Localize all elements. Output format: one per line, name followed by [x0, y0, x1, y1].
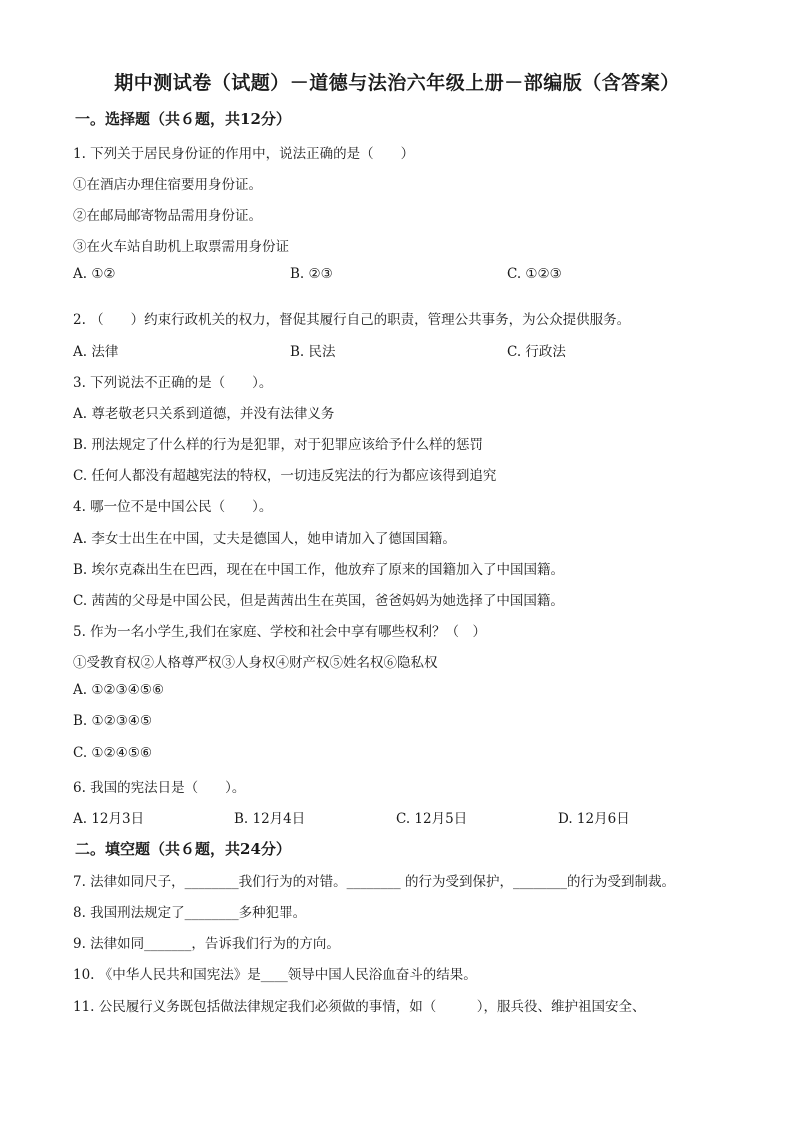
- question-3-option-b: B. 刑法规定了什么样的行为是犯罪，对于犯罪应该给予什么样的惩罚: [73, 437, 484, 453]
- question-1-statement-3: ③在火车站自助机上取票需用身份证: [73, 239, 289, 255]
- question-4-option-c: C. 茜茜的父母是中国公民，但是茜茜出生在英国，爸爸妈妈为她选择了中国国籍。: [73, 593, 564, 609]
- question-8: 8. 我国刑法规定了________多种犯罪。: [73, 905, 307, 921]
- question-5-option-b: B. ①②③④⑤: [73, 713, 153, 729]
- question-3-stem: 3. 下列说法不正确的是（ ）。: [73, 375, 273, 391]
- question-6-option-a: A. 12月3日: [73, 811, 145, 827]
- question-5-stem: 5. 作为一名小学生,我们在家庭、学校和社会中享有哪些权利？（ ）: [73, 624, 486, 640]
- question-11: 11. 公民履行义务既包括做法律规定我们必须做的事情，如（ ），服兵役、维护祖国安全、: [73, 999, 646, 1015]
- question-1-statement-1: ①在酒店办理住宿要用身份证。: [73, 177, 262, 193]
- question-4-option-b: B. 埃尔克森出生在巴西，现在在中国工作，他放弃了原来的国籍加入了中国国籍。: [73, 562, 565, 578]
- question-1-option-c: C. ①②③: [507, 266, 562, 282]
- question-5-rights-list: ①受教育权②人格尊严权③人身权④财产权⑤姓名权⑥隐私权: [73, 655, 438, 671]
- question-3-option-c: C. 任何人都没有超越宪法的特权，一切违反宪法的行为都应该得到追究: [73, 468, 497, 484]
- question-1-option-a: A. ①②: [73, 266, 116, 282]
- question-6-option-b: B. 12月4日: [234, 811, 306, 827]
- question-1-statement-2: ②在邮局邮寄物品需用身份证。: [73, 208, 262, 224]
- question-6-option-d: D. 12月6日: [558, 811, 630, 827]
- question-2-option-b: B. 民法: [290, 344, 336, 360]
- question-5-option-c: C. ①②④⑤⑥: [73, 745, 152, 761]
- question-10: 10. 《中华人民共和国宪法》是____领导中国人民浴血奋斗的结果。: [73, 967, 477, 983]
- section-heading-fill: 二。填空题（共６题，共24分）: [75, 840, 291, 858]
- question-1-option-b: B. ②③: [290, 266, 333, 282]
- question-3-option-a: A. 尊老敬老只关系到道德，并没有法律义务: [73, 406, 335, 422]
- question-2-stem: 2. （ ）约束行政机关的权力，督促其履行自己的职责，管理公共事务，为公众提供服务。: [73, 312, 631, 328]
- question-6-stem: 6. 我国的宪法日是（ ）。: [73, 780, 246, 796]
- document-title: 期中测试卷（试题）－道德与法治六年级上册－部编版（含答案）: [114, 72, 680, 94]
- question-2-option-a: A. 法律: [73, 344, 119, 360]
- question-2-option-c: C. 行政法: [507, 344, 566, 360]
- question-4-stem: 4. 哪一位不是中国公民（ ）。: [73, 499, 273, 515]
- section-heading-choice: 一。选择题（共６题，共12分）: [75, 110, 291, 128]
- question-9: 9. 法律如同_______，告诉我们行为的方向。: [73, 936, 340, 952]
- question-6-option-c: C. 12月5日: [396, 811, 468, 827]
- question-1-stem: 1. 下列关于居民身份证的作用中，说法正确的是（ ）: [73, 146, 415, 162]
- question-4-option-a: A. 李女士出生在中国，丈夫是德国人，她申请加入了德国国籍。: [73, 531, 456, 547]
- question-5-option-a: A. ①②③④⑤⑥: [73, 682, 164, 698]
- question-7: 7. 法律如同尺子，________我们行为的对错。________ 的行为受到保护，________的行为受到制裁。: [73, 874, 675, 890]
